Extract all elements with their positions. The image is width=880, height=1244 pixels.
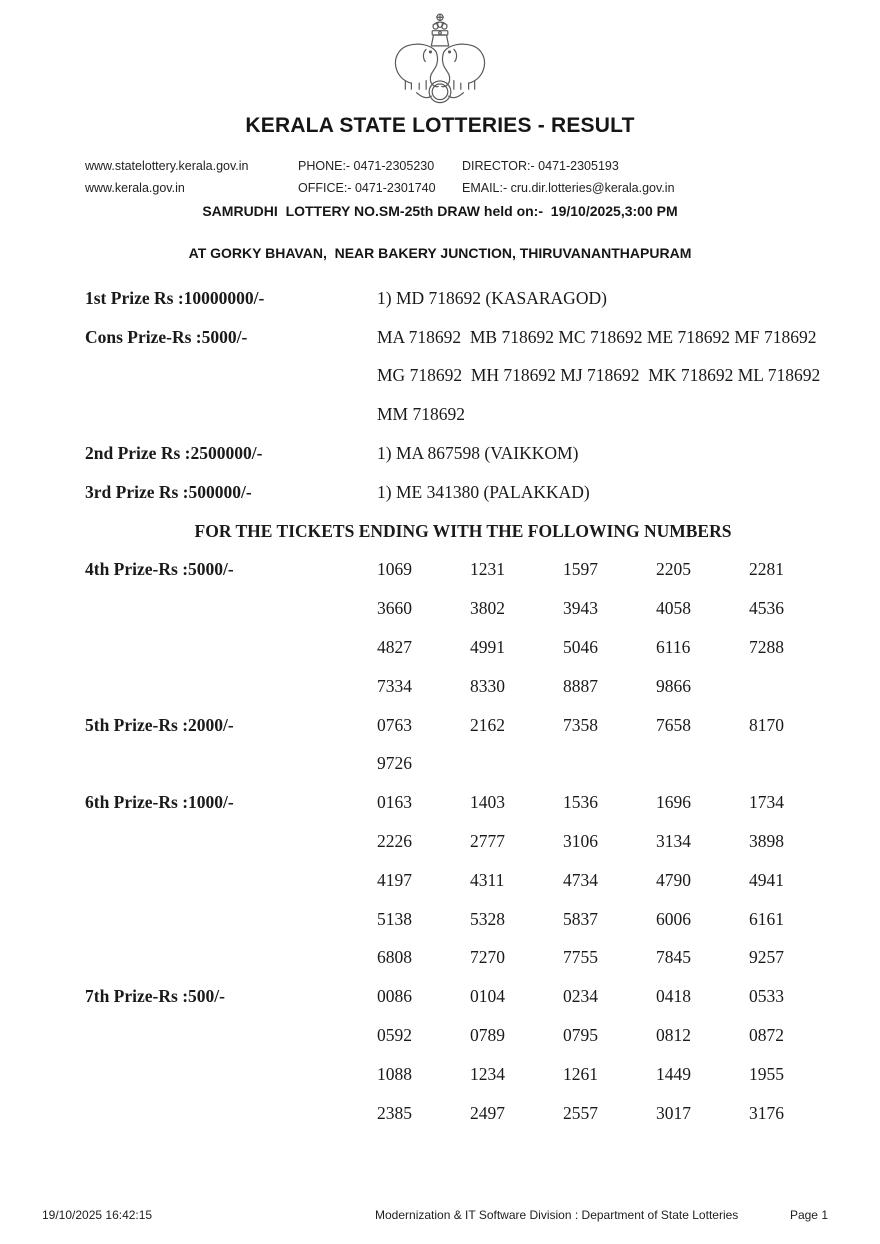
ending-number: 7334 <box>377 675 412 696</box>
prize-row <box>85 822 841 861</box>
ending-number: 1696 <box>656 792 691 813</box>
venue-line: AT GORKY BHAVAN, NEAR BAKERY JUNCTION, THIRUVANANTHAPURAM <box>188 245 692 261</box>
ending-number: 2385 <box>377 1102 412 1123</box>
top-prizes <box>85 279 841 512</box>
email-address: EMAIL:- cru.dir.lotteries@kerala.gov.in <box>462 181 675 195</box>
ending-number: 8170 <box>749 714 784 735</box>
ending-number: 4536 <box>749 598 784 619</box>
prize-row <box>85 589 841 628</box>
prize-label: 6th Prize-Rs :1000/- <box>85 792 234 813</box>
prize-label: Cons Prize-Rs :5000/- <box>85 326 248 347</box>
prize-row <box>85 939 841 978</box>
section-heading: FOR THE TICKETS ENDING WITH THE FOLLOWING NUMBERS <box>194 520 732 541</box>
ending-number: 1449 <box>656 1063 691 1084</box>
ending-number: 4991 <box>470 637 505 658</box>
prize-row <box>85 279 841 318</box>
ending-number: 6006 <box>656 908 691 929</box>
ending-number: 4197 <box>377 869 412 890</box>
prize-row <box>85 357 841 396</box>
ending-number: 3660 <box>377 598 412 619</box>
prize-winners: MA 718692 MB 718692 MC 718692 ME 718692 MF 718692 <box>377 326 817 347</box>
prize-row <box>85 1016 841 1055</box>
ending-number: 0533 <box>749 986 784 1007</box>
ending-number: 4734 <box>563 869 598 890</box>
prize-row <box>85 977 841 1016</box>
ending-number: 0234 <box>563 986 598 1007</box>
contact-block <box>85 155 795 199</box>
ending-number: 9726 <box>377 753 412 774</box>
ending-number: 1955 <box>749 1063 784 1084</box>
ending-number: 2557 <box>563 1102 598 1123</box>
prize-row <box>85 395 841 434</box>
ending-number: 9257 <box>749 947 784 968</box>
ending-number: 1597 <box>563 559 598 580</box>
ending-number: 5138 <box>377 908 412 929</box>
prize-row <box>85 667 841 706</box>
ending-number: 4311 <box>470 869 505 890</box>
ending-number: 0163 <box>377 792 412 813</box>
ending-number: 5328 <box>470 908 505 929</box>
ending-number: 6808 <box>377 947 412 968</box>
footer-timestamp: 19/10/2025 16:42:15 <box>42 1208 153 1222</box>
office-number: OFFICE:- 0471-2301740 <box>298 181 436 195</box>
prize-row <box>85 318 841 357</box>
ending-number: 0789 <box>470 1025 505 1046</box>
prize-row <box>85 628 841 667</box>
ending-number: 4058 <box>656 598 691 619</box>
website-secondary: www.kerala.gov.in <box>85 181 185 195</box>
ending-number: 7658 <box>656 714 691 735</box>
ending-number: 1234 <box>470 1063 505 1084</box>
ending-number: 0812 <box>656 1025 691 1046</box>
prize-winners: 1) MD 718692 (KASARAGOD) <box>377 287 607 308</box>
ending-number: 1734 <box>749 792 784 813</box>
contact-row-1 <box>85 155 795 177</box>
ending-number: 1261 <box>563 1063 598 1084</box>
ending-number: 5837 <box>563 908 598 929</box>
prize-row <box>85 1094 841 1133</box>
prize-label: 1st Prize Rs :10000000/- <box>85 287 265 308</box>
prize-row <box>85 551 841 590</box>
prize-row <box>85 783 841 822</box>
prize-row <box>85 861 841 900</box>
ending-number: 1088 <box>377 1063 412 1084</box>
ending-number: 2497 <box>470 1102 505 1123</box>
ending-number: 2226 <box>377 831 412 852</box>
ending-prizes <box>85 551 841 1133</box>
ending-number: 0418 <box>656 986 691 1007</box>
prize-winners: MM 718692 <box>377 404 465 425</box>
ending-number: 0872 <box>749 1025 784 1046</box>
page-footer <box>0 1208 880 1228</box>
prize-winners: MG 718692 MH 718692 MJ 718692 MK 718692 ML 718692 <box>377 365 821 386</box>
ending-number: 0104 <box>470 986 505 1007</box>
ending-number: 2281 <box>749 559 784 580</box>
prize-row <box>85 1055 841 1094</box>
prize-label: 7th Prize-Rs :500/- <box>85 986 225 1007</box>
ending-number: 2777 <box>470 831 505 852</box>
ending-number: 8330 <box>470 675 505 696</box>
ending-number: 7755 <box>563 947 598 968</box>
ending-number: 3176 <box>749 1102 784 1123</box>
ending-number: 7270 <box>470 947 505 968</box>
ending-number: 3898 <box>749 831 784 852</box>
footer-page-number: Page 1 <box>789 1208 828 1222</box>
contact-row-2 <box>85 177 795 199</box>
section-heading-row <box>85 512 841 551</box>
ending-number: 8887 <box>563 675 598 696</box>
ending-number: 9866 <box>656 675 691 696</box>
ending-number: 1403 <box>470 792 505 813</box>
ending-number: 0795 <box>563 1025 598 1046</box>
footer-division: Modernization & IT Software Division : Department of State Lotteries <box>375 1208 739 1222</box>
prize-row <box>85 900 841 939</box>
ending-number: 6161 <box>749 908 784 929</box>
ending-number: 4941 <box>749 869 784 890</box>
ending-number: 5046 <box>563 637 598 658</box>
prize-label: 5th Prize-Rs :2000/- <box>85 714 234 735</box>
ending-number: 7288 <box>749 637 784 658</box>
ending-number: 7845 <box>656 947 691 968</box>
ending-number: 6116 <box>656 637 691 658</box>
kerala-government-emblem-icon <box>388 6 492 115</box>
ending-number: 0086 <box>377 986 412 1007</box>
ending-number: 0763 <box>377 714 412 735</box>
ending-number: 3943 <box>563 598 598 619</box>
prize-label: 3rd Prize Rs :500000/- <box>85 481 252 502</box>
ending-number: 2205 <box>656 559 691 580</box>
ending-number: 4827 <box>377 637 412 658</box>
ending-number: 3106 <box>563 831 598 852</box>
ending-number: 0592 <box>377 1025 412 1046</box>
ending-number: 7358 <box>563 714 598 735</box>
draw-title: SAMRUDHI LOTTERY NO.SM-25th DRAW held on:- 19/10/2025,3:00 PM <box>202 203 678 219</box>
ending-number: 3134 <box>656 831 691 852</box>
ending-number: 2162 <box>470 714 505 735</box>
website-primary: www.statelottery.kerala.gov.in <box>85 159 249 173</box>
ending-number: 1231 <box>470 559 505 580</box>
ending-number: 3017 <box>656 1102 691 1123</box>
prize-results <box>85 279 841 1133</box>
phone-number: PHONE:- 0471-2305230 <box>298 159 435 173</box>
ending-number: 1069 <box>377 559 412 580</box>
director-number: DIRECTOR:- 0471-2305193 <box>462 159 619 173</box>
ending-number: 4790 <box>656 869 691 890</box>
prize-row <box>85 434 841 473</box>
prize-row <box>85 706 841 745</box>
ending-number: 3802 <box>470 598 505 619</box>
ending-number: 1536 <box>563 792 598 813</box>
prize-row <box>85 473 841 512</box>
page-title: KERALA STATE LOTTERIES - RESULT <box>245 114 635 137</box>
prize-label: 2nd Prize Rs :2500000/- <box>85 443 263 464</box>
prize-winners: 1) ME 341380 (PALAKKAD) <box>377 481 590 502</box>
prize-winners: 1) MA 867598 (VAIKKOM) <box>377 443 579 464</box>
prize-label: 4th Prize-Rs :5000/- <box>85 559 234 580</box>
prize-row <box>85 745 841 784</box>
